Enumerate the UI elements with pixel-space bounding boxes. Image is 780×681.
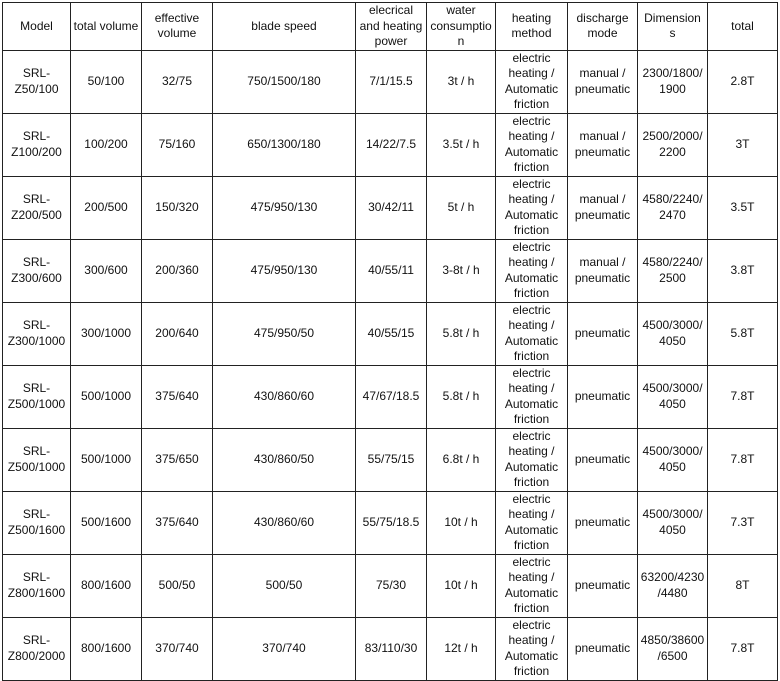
cell-discharge-mode [568, 239, 638, 302]
mixer-spec-table [2, 2, 778, 681]
cell-total [708, 365, 778, 428]
cell-blade-speed [213, 176, 356, 239]
cell-text: 14/22/7.5 [365, 136, 417, 151]
cell-text: electric heating / Automatic friction [504, 428, 559, 489]
cell-text: 475/950/130 [250, 199, 318, 214]
cell-text: 750/1500/180 [247, 73, 321, 88]
cell-text: 4500/3000/ 4050 [642, 381, 703, 411]
cell-blade-speed [213, 365, 356, 428]
cell-text: 55/75/15 [367, 451, 415, 466]
cell-model [3, 554, 71, 617]
cell-text: 500/50 [265, 577, 303, 592]
cell-text: 2300/1800/ 1900 [642, 66, 703, 96]
table-row [3, 365, 778, 428]
cell-text: 430/860/60 [253, 388, 315, 403]
cell-text: 4500/3000/ 4050 [642, 507, 703, 537]
cell-text: 40/55/15 [367, 325, 415, 340]
cell-total-volume [71, 302, 142, 365]
cell-blade-speed [213, 554, 356, 617]
cell-dimensions [638, 50, 708, 113]
cell-model [3, 176, 71, 239]
cell-text: 3T [735, 136, 750, 151]
cell-dimensions [638, 491, 708, 554]
cell-model [3, 365, 71, 428]
table-row [3, 176, 778, 239]
cell-text: 7.8T [730, 640, 755, 655]
cell-total-volume [71, 50, 142, 113]
cell-effective-volume [142, 239, 213, 302]
cell-text: 7.8T [730, 451, 755, 466]
cell-total-volume [71, 554, 142, 617]
cell-text: 12t / h [444, 640, 478, 655]
cell-text: manual / pneumatic [574, 129, 631, 159]
cell-dimensions [638, 113, 708, 176]
cell-text: 10t / h [444, 577, 478, 592]
cell-blade-speed [213, 491, 356, 554]
cell-total [708, 554, 778, 617]
cell-total-volume [71, 617, 142, 680]
cell-blade-speed [213, 428, 356, 491]
cell-text: 75/30 [375, 577, 407, 592]
cell-text: SRL- Z500/1000 [7, 381, 66, 411]
table-row [3, 239, 778, 302]
cell-heating-method [496, 50, 568, 113]
cell-text: 4580/2240/ 2500 [642, 255, 703, 285]
cell-discharge-mode [568, 428, 638, 491]
cell-text: 32/75 [161, 73, 193, 88]
cell-text: 800/1600 [80, 640, 132, 655]
cell-total-volume [71, 239, 142, 302]
cell-text: 4580/2240/ 2470 [642, 192, 703, 222]
cell-text: 7.3T [730, 514, 755, 529]
cell-total-volume [71, 176, 142, 239]
cell-text: 500/50 [158, 577, 196, 592]
cell-blade-speed [213, 113, 356, 176]
cell-text: SRL- Z300/1000 [7, 318, 66, 348]
table-row [3, 554, 778, 617]
cell-text: electric heating / Automatic friction [504, 491, 559, 552]
cell-text: electric heating / Automatic friction [504, 302, 559, 363]
cell-text: pneumatic [574, 388, 631, 403]
cell-text: 300/600 [84, 262, 128, 277]
cell-text: electric heating / Automatic friction [504, 239, 559, 300]
cell-text: 5.8T [730, 325, 755, 340]
cell-discharge-mode [568, 50, 638, 113]
cell-effective-volume [142, 617, 213, 680]
cell-effective-volume [142, 491, 213, 554]
cell-discharge-mode [568, 554, 638, 617]
table-row [3, 113, 778, 176]
header-total-volume: total volume [71, 3, 142, 51]
cell-text: 47/67/18.5 [362, 388, 420, 403]
cell-heating-method [496, 491, 568, 554]
cell-effective-volume [142, 50, 213, 113]
cell-water-consumption [427, 113, 496, 176]
cell-text: 7.8T [730, 388, 755, 403]
cell-text: 800/1600 [80, 577, 132, 592]
cell-power [356, 176, 427, 239]
cell-text: 475/950/130 [250, 262, 318, 277]
cell-total [708, 239, 778, 302]
cell-heating-method [496, 428, 568, 491]
header-total: total [708, 3, 778, 51]
cell-text: 375/640 [155, 514, 199, 529]
cell-text: 4850/38600 /6500 [640, 633, 705, 663]
cell-text: SRL- Z500/1600 [7, 507, 66, 537]
cell-text: electric heating / Automatic friction [504, 554, 559, 615]
cell-text: electric heating / Automatic friction [504, 50, 559, 111]
cell-total [708, 113, 778, 176]
spec-table-container [2, 2, 778, 681]
cell-total-volume [71, 428, 142, 491]
cell-text: 430/860/50 [253, 451, 315, 466]
cell-text: electric heating / Automatic friction [504, 617, 559, 678]
cell-text: 50/100 [87, 73, 125, 88]
table-row [3, 617, 778, 680]
cell-dimensions [638, 239, 708, 302]
cell-text: 3t / h [447, 73, 475, 88]
cell-power [356, 239, 427, 302]
header-dimensions: Dimension s [638, 3, 708, 51]
cell-text: 2.8T [730, 73, 755, 88]
header-water-consumption: water consumptio n [427, 3, 496, 51]
cell-model [3, 239, 71, 302]
header-heating-method: heating method [496, 3, 568, 51]
header-effective-volume: effective volume [142, 3, 213, 51]
cell-power [356, 302, 427, 365]
cell-blade-speed [213, 239, 356, 302]
cell-model [3, 302, 71, 365]
cell-text: manual / pneumatic [574, 66, 631, 96]
cell-text: 370/740 [155, 640, 199, 655]
cell-total-volume [71, 365, 142, 428]
cell-text: 3.5T [730, 199, 755, 214]
cell-total-volume [71, 491, 142, 554]
cell-water-consumption [427, 428, 496, 491]
cell-power [356, 365, 427, 428]
cell-text: pneumatic [574, 325, 631, 340]
cell-total [708, 50, 778, 113]
cell-text: pneumatic [574, 451, 631, 466]
cell-text: SRL- Z800/1600 [7, 570, 66, 600]
cell-model [3, 491, 71, 554]
cell-power [356, 491, 427, 554]
cell-dimensions [638, 302, 708, 365]
cell-dimensions [638, 365, 708, 428]
cell-text: 8T [735, 577, 750, 592]
cell-text: 4500/3000/ 4050 [642, 444, 703, 474]
cell-text: pneumatic [574, 640, 631, 655]
cell-text: 30/42/11 [368, 199, 414, 214]
cell-model [3, 113, 71, 176]
cell-water-consumption [427, 365, 496, 428]
table-row [3, 428, 778, 491]
cell-text: 150/320 [155, 199, 199, 214]
cell-effective-volume [142, 113, 213, 176]
cell-text: 200/640 [155, 325, 199, 340]
cell-blade-speed [213, 617, 356, 680]
cell-text: 500/1000 [80, 388, 132, 403]
cell-text: manual / pneumatic [574, 255, 631, 285]
cell-effective-volume [142, 428, 213, 491]
cell-text: 40/55/11 [368, 262, 414, 277]
cell-discharge-mode [568, 176, 638, 239]
cell-heating-method [496, 365, 568, 428]
cell-text: 75/160 [158, 136, 196, 151]
cell-dimensions [638, 428, 708, 491]
cell-total [708, 491, 778, 554]
cell-water-consumption [427, 239, 496, 302]
cell-water-consumption [427, 302, 496, 365]
cell-text: 5.8t / h [442, 325, 480, 340]
cell-heating-method [496, 617, 568, 680]
cell-text: 3.5t / h [442, 136, 480, 151]
cell-text: 7/1/15.5 [369, 73, 413, 88]
cell-text: 4500/3000/ 4050 [642, 318, 703, 348]
cell-text: electric heating / Automatic friction [504, 176, 559, 237]
cell-total [708, 176, 778, 239]
cell-power [356, 428, 427, 491]
cell-discharge-mode [568, 113, 638, 176]
cell-discharge-mode [568, 302, 638, 365]
cell-water-consumption [427, 554, 496, 617]
cell-text: SRL- Z50/100 [14, 66, 59, 96]
cell-text: 6.8t / h [442, 451, 480, 466]
cell-text: 375/640 [155, 388, 199, 403]
cell-power [356, 50, 427, 113]
cell-dimensions [638, 176, 708, 239]
cell-effective-volume [142, 302, 213, 365]
cell-effective-volume [142, 554, 213, 617]
cell-text: SRL- Z300/600 [11, 255, 62, 285]
cell-heating-method [496, 554, 568, 617]
cell-water-consumption [427, 617, 496, 680]
cell-power [356, 113, 427, 176]
cell-heating-method [496, 113, 568, 176]
cell-text: 500/1600 [80, 514, 132, 529]
header-power: elecrical and heating power [356, 3, 427, 51]
header-blade-speed: blade speed [213, 3, 356, 51]
cell-heating-method [496, 176, 568, 239]
cell-blade-speed [213, 50, 356, 113]
cell-text: 2500/2000/ 2200 [642, 129, 703, 159]
cell-text: 3.8T [730, 262, 755, 277]
cell-text: 3-8t / h [442, 262, 480, 277]
cell-text: SRL- Z800/2000 [7, 633, 66, 663]
cell-text: 5.8t / h [442, 388, 480, 403]
cell-water-consumption [427, 491, 496, 554]
cell-total [708, 617, 778, 680]
table-row [3, 491, 778, 554]
cell-discharge-mode [568, 365, 638, 428]
table-row [3, 50, 778, 113]
cell-dimensions [638, 554, 708, 617]
cell-text: 83/110/30 [364, 640, 418, 655]
cell-text: 200/360 [155, 262, 199, 277]
cell-text: 650/1300/180 [247, 136, 321, 151]
cell-text: pneumatic [574, 514, 631, 529]
cell-text: 500/1000 [80, 451, 132, 466]
cell-text: pneumatic [574, 577, 631, 592]
cell-dimensions [638, 617, 708, 680]
cell-text: electric heating / Automatic friction [504, 113, 559, 174]
cell-discharge-mode [568, 491, 638, 554]
cell-total-volume [71, 113, 142, 176]
cell-discharge-mode [568, 617, 638, 680]
cell-text: 100/200 [84, 136, 128, 151]
cell-text: manual / pneumatic [574, 192, 631, 222]
cell-power [356, 617, 427, 680]
cell-text: SRL- Z500/1000 [7, 444, 66, 474]
header-row [3, 3, 778, 51]
cell-blade-speed [213, 302, 356, 365]
cell-model [3, 617, 71, 680]
cell-text: SRL- Z200/500 [11, 192, 62, 222]
cell-heating-method [496, 239, 568, 302]
cell-text: 375/650 [155, 451, 199, 466]
cell-text: 430/860/60 [253, 514, 315, 529]
header-model: Model [3, 3, 71, 51]
cell-text: electric heating / Automatic friction [504, 365, 559, 426]
cell-model [3, 428, 71, 491]
cell-text: 55/75/18.5 [362, 514, 420, 529]
cell-model [3, 50, 71, 113]
cell-heating-method [496, 302, 568, 365]
header-discharge-mode: discharge mode [568, 3, 638, 51]
cell-total [708, 428, 778, 491]
cell-power [356, 554, 427, 617]
cell-effective-volume [142, 176, 213, 239]
cell-water-consumption [427, 50, 496, 113]
cell-text: 300/1000 [80, 325, 132, 340]
cell-text: 475/950/50 [253, 325, 315, 340]
table-row [3, 302, 778, 365]
cell-text: 370/740 [262, 640, 306, 655]
cell-water-consumption [427, 176, 496, 239]
cell-total [708, 302, 778, 365]
cell-text: 200/500 [84, 199, 128, 214]
cell-effective-volume [142, 365, 213, 428]
cell-text: SRL- Z100/200 [11, 129, 62, 159]
cell-text: 63200/4230 /4480 [640, 570, 705, 600]
cell-text: 5t / h [447, 199, 475, 214]
cell-text: 10t / h [444, 514, 478, 529]
